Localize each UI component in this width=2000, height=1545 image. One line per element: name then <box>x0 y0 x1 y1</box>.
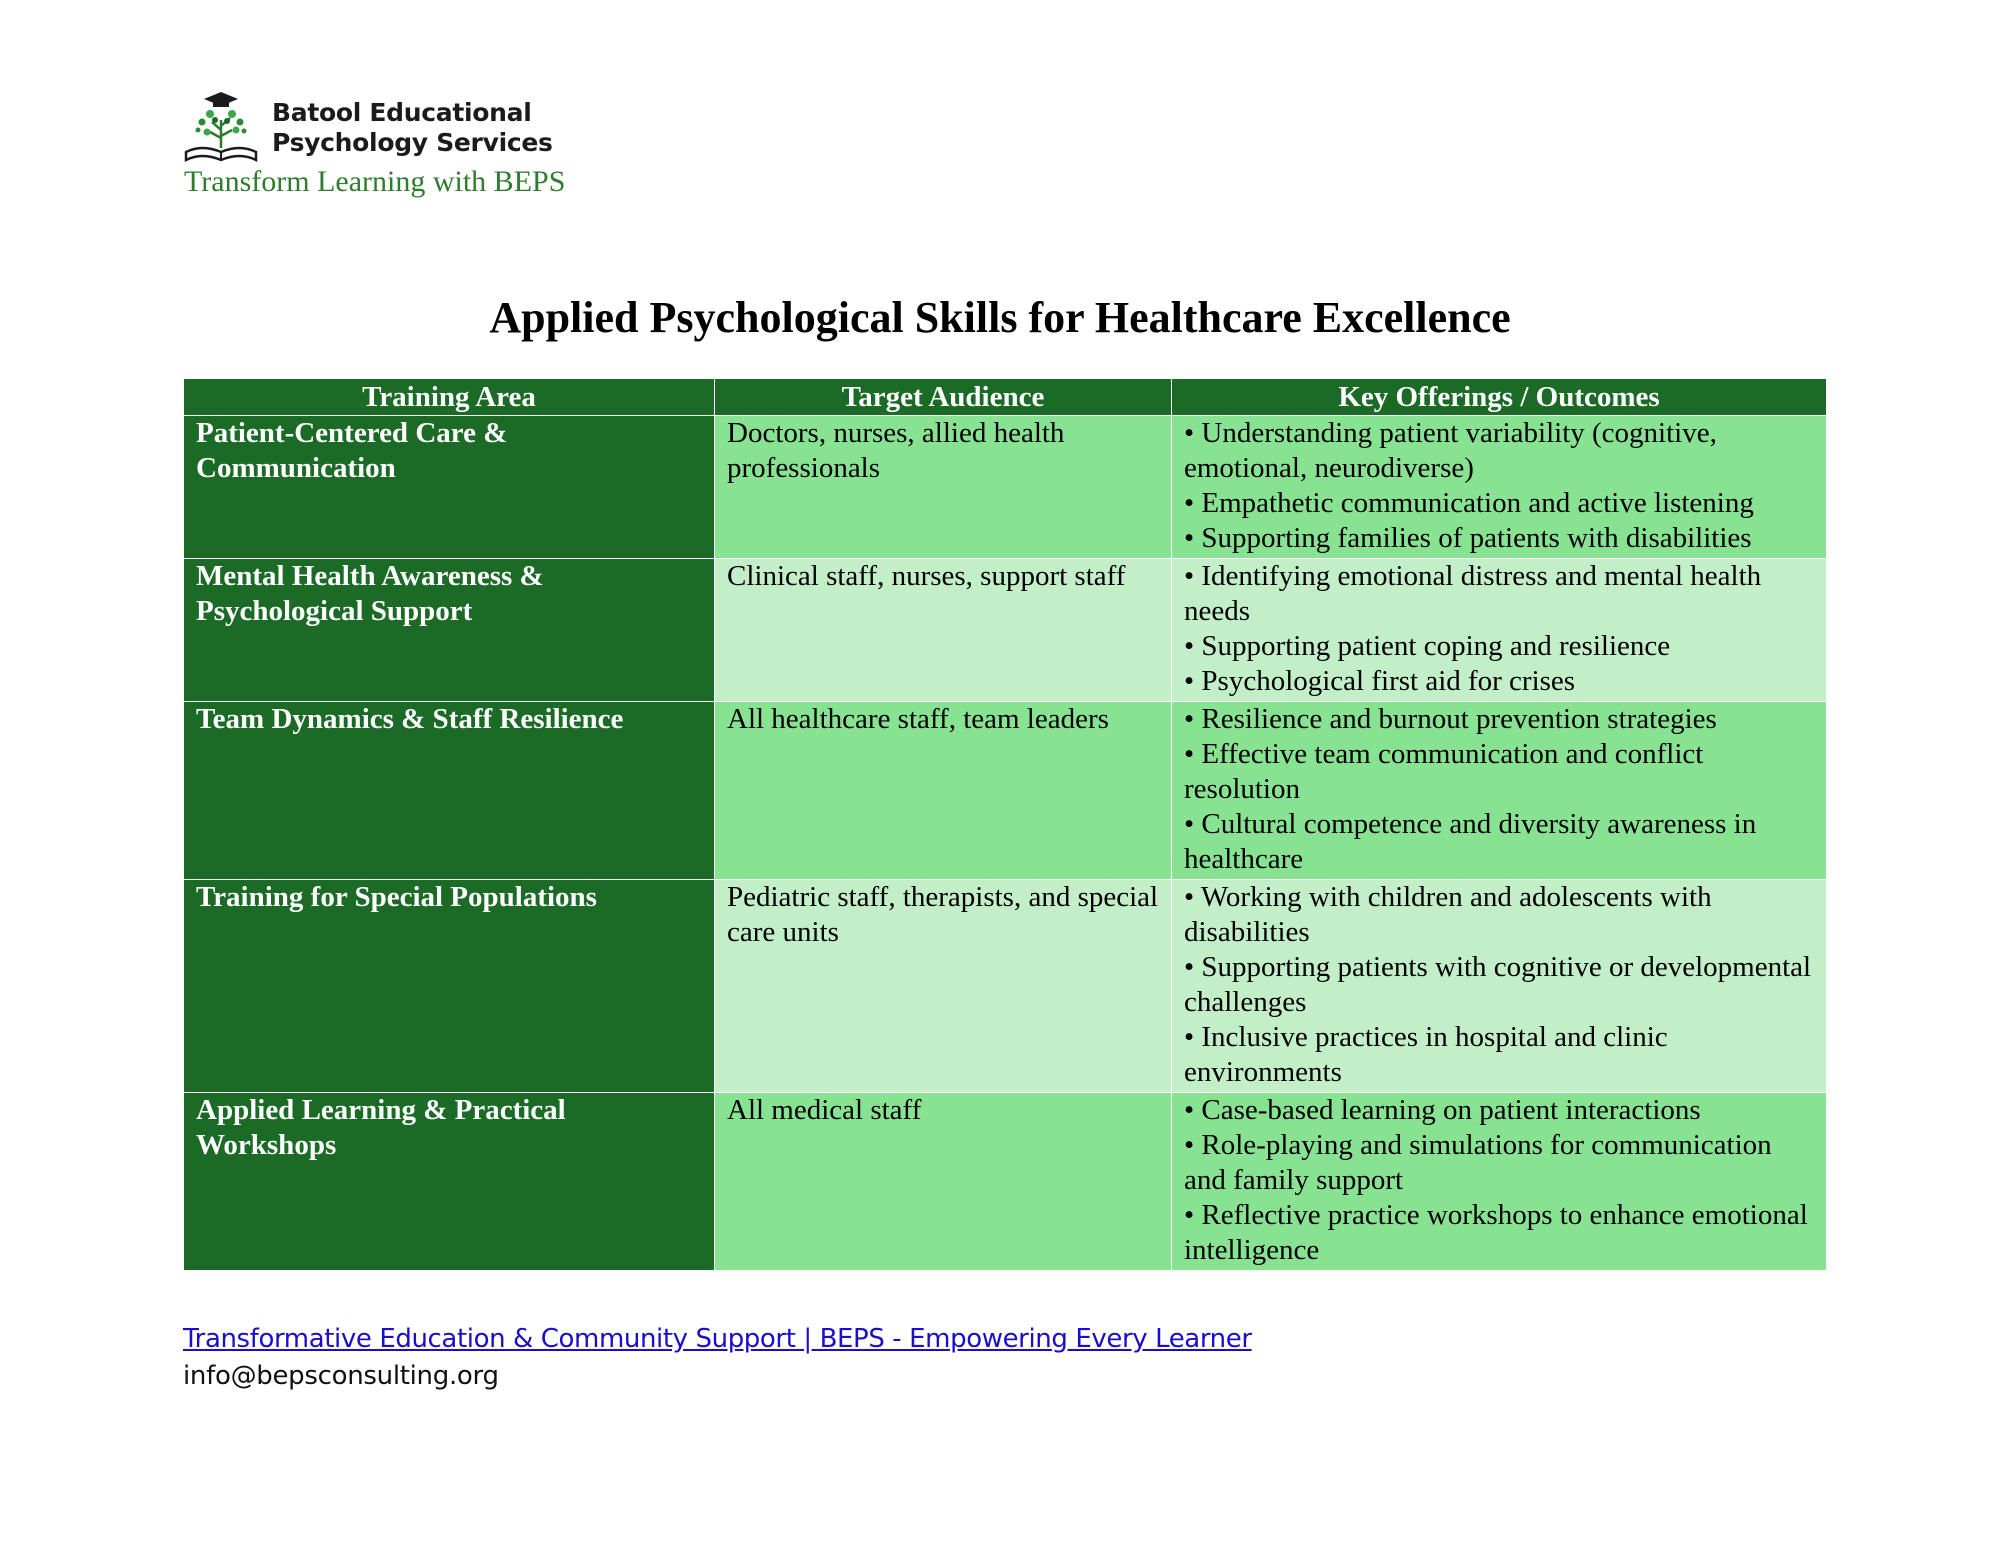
training-area-cell: Team Dynamics & Staff Resilience <box>184 702 715 880</box>
offering-item: • Inclusive practices in hospital and clinic environments <box>1184 1021 1668 1088</box>
brand-name-line1: Batool Educational <box>272 98 532 127</box>
table-row <box>184 416 1827 559</box>
offering-item: • Working with children and adolescents with disabilities <box>1184 881 1712 948</box>
offering-item: • Reflective practice workshops to enhance emotional intelligence <box>1184 1199 1808 1266</box>
contact-email: info@bepsconsulting.org <box>183 1361 499 1391</box>
offering-item: • Supporting patients with cognitive or developmental challenges <box>1184 951 1812 1018</box>
offering-item: • Psychological first aid for crises <box>1184 665 1576 697</box>
key-offerings-cell <box>1172 416 1827 559</box>
target-audience-cell: All medical staff <box>715 1093 1172 1271</box>
tagline: Transform Learning with BEPS <box>184 165 566 198</box>
brand-name-line2: Psychology Services <box>272 128 553 157</box>
key-offerings-cell <box>1172 702 1827 880</box>
key-offerings-cell <box>1172 1093 1827 1271</box>
table-row <box>184 559 1827 702</box>
offering-item: • Identifying emotional distress and mental health needs <box>1184 560 1762 627</box>
tree-book-logo-icon <box>182 90 260 166</box>
offering-item: • Empathetic communication and active listening <box>1184 487 1754 519</box>
offering-item: • Cultural competence and diversity awareness in healthcare <box>1184 808 1757 875</box>
offering-item: • Supporting families of patients with disabilities <box>1184 522 1752 554</box>
target-audience-cell: All healthcare staff, team leaders <box>715 702 1172 880</box>
training-area-cell: Patient-Centered Care & Communication <box>184 416 715 559</box>
training-table <box>183 378 1827 1271</box>
column-header-key-offerings: Key Offerings / Outcomes <box>1172 379 1827 416</box>
offering-item: • Case-based learning on patient interactions <box>1184 1094 1701 1126</box>
key-offerings-cell <box>1172 880 1827 1093</box>
offering-item: • Role-playing and simulations for communication and family support <box>1184 1129 1772 1196</box>
table-row <box>184 880 1827 1093</box>
training-area-cell: Training for Special Populations <box>184 880 715 1093</box>
target-audience-cell: Doctors, nurses, allied health professionals <box>715 416 1172 559</box>
column-header-training-area: Training Area <box>184 379 715 416</box>
offering-item: • Effective team communication and conflict resolution <box>1184 738 1704 805</box>
table-row <box>184 1093 1827 1271</box>
target-audience-cell: Clinical staff, nurses, support staff <box>715 559 1172 702</box>
training-area-cell: Mental Health Awareness & Psychological Support <box>184 559 715 702</box>
training-area-cell: Applied Learning & Practical Workshops <box>184 1093 715 1271</box>
offering-item: • Resilience and burnout prevention strategies <box>1184 703 1717 735</box>
brand-name <box>272 98 553 158</box>
column-header-target-audience: Target Audience <box>715 379 1172 416</box>
offering-item: • Understanding patient variability (cognitive, emotional, neurodiverse) <box>1184 417 1717 484</box>
target-audience-cell: Pediatric staff, therapists, and special care units <box>715 880 1172 1093</box>
key-offerings-cell <box>1172 559 1827 702</box>
brand-logo <box>182 90 553 166</box>
table-row <box>184 702 1827 880</box>
table-header-row <box>184 379 1827 416</box>
footer-link[interactable]: Transformative Education & Community Support | BEPS - Empowering Every Learner <box>183 1324 1252 1354</box>
page-title: Applied Psychological Skills for Healthcare Excellence <box>489 293 1511 342</box>
offering-item: • Supporting patient coping and resilience <box>1184 630 1671 662</box>
